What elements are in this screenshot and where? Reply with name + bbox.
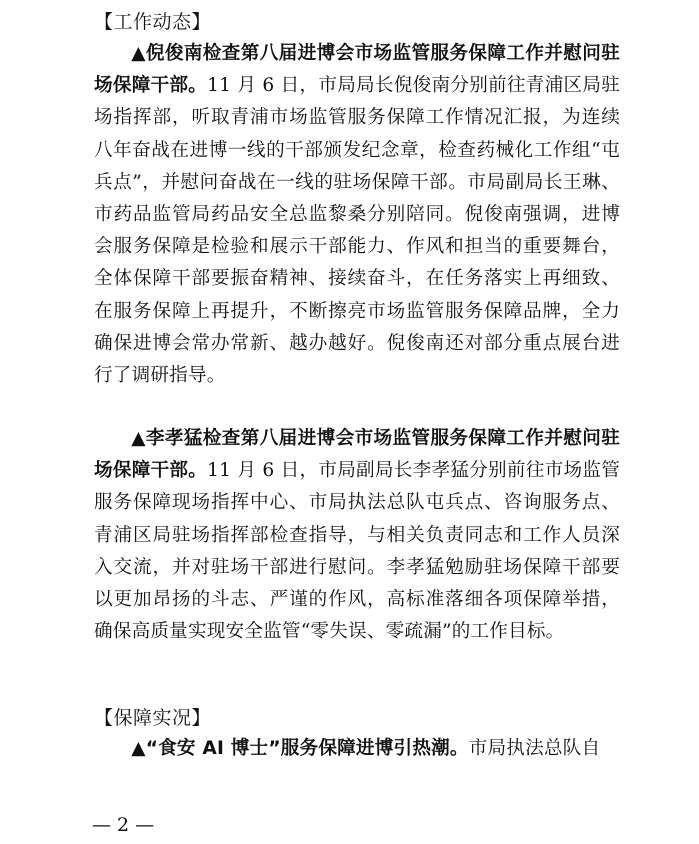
bullet-marker-icon: ▲ [131, 738, 146, 759]
news-item-3 [94, 733, 620, 765]
news-item-3-body: 市局执法总队自 [468, 738, 601, 759]
bullet-marker-icon: ▲ [131, 428, 146, 449]
page-number: — 2 — [92, 814, 155, 836]
section-heading-support-live: 【保障实况】 [94, 707, 212, 729]
section-heading-work-updates: 【工作动态】 [94, 11, 212, 33]
news-item-3-headline: “食安 AI 博士”服务保障进博引热潮。 [145, 738, 469, 759]
news-item-1 [94, 38, 620, 392]
news-item-2 [94, 423, 620, 648]
news-item-1-body: 11 月 6 日，市局局长倪俊南分别前往青浦区局驻场指挥部，听取青浦市场监管服务保障工作情况汇报，为连续八年奋战在进博一线的干部颁发纪念章，检查药械化工作组“屯兵点”，并慰问奋战在一线的驻场保障干部。市局副局长王琳、市药品监管局药品安全总监黎桑分别陪同。倪俊南强调，进博会服务保障是检验和展示干部能力、作风和担当的重要舞台，全体保障干部要振奋精神、接续奋斗，在任务落实上再细致、在服务保障上再提升，不断擦亮市场监管服务保障品牌，全力确保进博会常办常新、越办越好。倪俊南还对部分重点展台进行了调研指导。 [94, 75, 620, 387]
bullet-marker-icon: ▲ [131, 43, 146, 64]
news-item-1-headline: 倪俊南检查第八届进博会市场监管服务保障工作并慰问驻场保障干部。 [94, 43, 620, 97]
news-item-2-headline: 李孝猛检查第八届进博会市场监管服务保障工作并慰问驻场保障干部。 [94, 428, 620, 482]
news-item-2-body: 11 月 6 日，市局副局长李孝猛分别前往市场监管服务保障现场指挥中心、市局执法总队屯兵点、咨询服务点、青浦区局驻场指挥部检查指导，与相关负责同志和工作人员深入交流，并对驻场干部进行慰问。李孝猛勉励驻场保障干部要以更加昂扬的斗志、严谨的作风，高标准落细各项保障举措，确保高质量实现安全监管“零失误、零疏漏”的工作目标。 [94, 460, 620, 643]
